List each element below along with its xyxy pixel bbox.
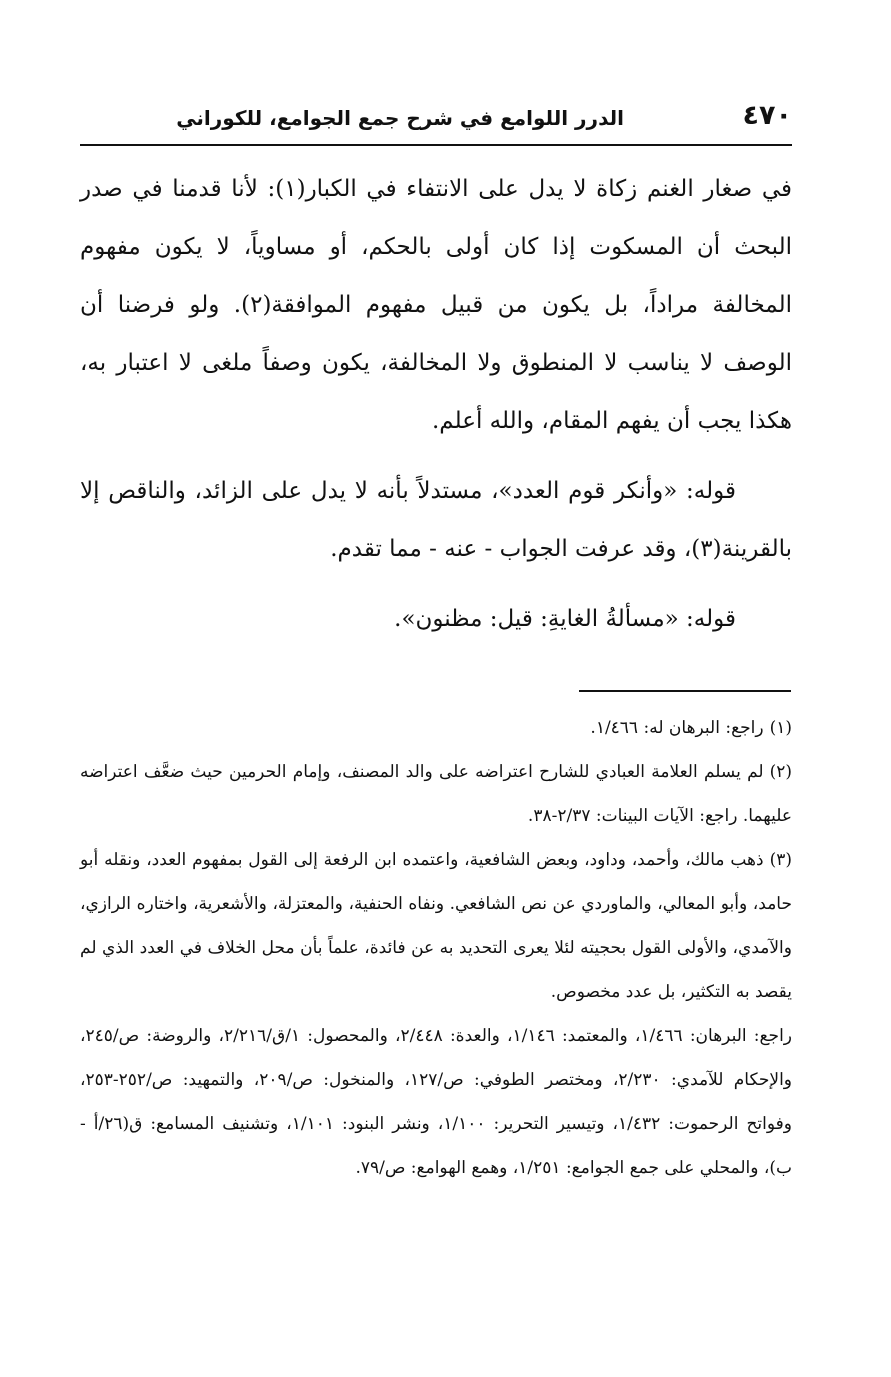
running-title: الدرر اللوامع في شرح جمع الجوامع، للكوراني	[176, 106, 624, 130]
footnote-number: (٣)	[769, 850, 792, 870]
footnote-number: (٢)	[769, 762, 792, 782]
footnote	[80, 750, 792, 838]
footnote-text: راجع: البرهان له: ١/٤٦٦.	[590, 718, 764, 738]
main-text	[80, 160, 792, 648]
footnote	[80, 706, 792, 750]
footnote-separator	[579, 690, 791, 692]
main-paragraph: قوله: «وأنكر قوم العدد»، مستدلاً بأنه لا يدل على الزائد، والناقص إلا بالقرينة(٣)، وقد عرفت الجواب - عنه - مما تقدم.	[80, 478, 792, 562]
footnote-text: ذهب مالك، وأحمد، وداود، وبعض الشافعية، واعتمده ابن الرفعة إلى القول بمفهوم العدد، ونقله أبو حامد، وأبو المعالي، والماوردي عن نص الشافعي. ونفاه الحنفية، والمعتزلة، والأشعرية، واختاره الرازي، والآمدي، والأولى القول بحجيته لئلا يعرى التحديد به عن فائدة، علماً بأن محل الخلاف في العدد الذي لم يقصد به التكثير، بل عدد مخصوص.	[80, 850, 792, 1002]
page-header	[80, 98, 792, 146]
footnote	[80, 838, 792, 1014]
page-number: ٤٧٠	[742, 100, 792, 131]
main-paragraph: قوله: «مسألةُ الغايةِ: قيل: مظنون».	[394, 606, 736, 632]
footnote-number: (١)	[769, 718, 792, 738]
footnote-references: راجع: البرهان: ١/٤٦٦، والمعتمد: ١/١٤٦، والعدة: ٢/٤٤٨، والمحصول: ١/ق/٢/٢١٦، والروضة: ص/٢٤٥، والإحكام للآمدي: ٢/٢٣٠، ومختصر الطوفي: ص/١٢٧، والمنخول: ص/٢٠٩، والتمهيد: ص/٢٥٢-٢٥٣، وفواتح الرحموت: ١/٤٣٢، وتيسير التحرير: ١/١٠٠، ونشر البنود: ١/١٠١، وتشنيف المسامع: ق(٢٦/أ - ب)، والمحلي على جمع الجوامع: ١/٢٥١، وهمع الهوامع: ص/٧٩.	[80, 1026, 793, 1178]
main-paragraph: في صغار الغنم زكاة لا يدل على الانتفاء في الكبار(١): لأنا قدمنا في صدر البحث أن المسكوت إذا كان أولى بالحكم، أو مساوياً، لا يكون مفهوم المخالفة مراداً، بل يكون من قبيل مفهوم الموافقة(٢). ولو فرضنا أن الوصف لا يناسب لا المنطوق ولا المخالفة، يكون وصفاً ملغى لا اعتبار به، هكذا يجب أن يفهم المقام، والله أعلم.	[80, 176, 792, 434]
footnotes	[80, 706, 792, 1190]
footnote-text: لم يسلم العلامة العبادي للشارح اعتراضه على والد المصنف، وإمام الحرمين حيث ضعَّف اعتراضه عليهما. راجع: الآيات البينات: ٢/٣٧-٣٨.	[80, 762, 792, 826]
